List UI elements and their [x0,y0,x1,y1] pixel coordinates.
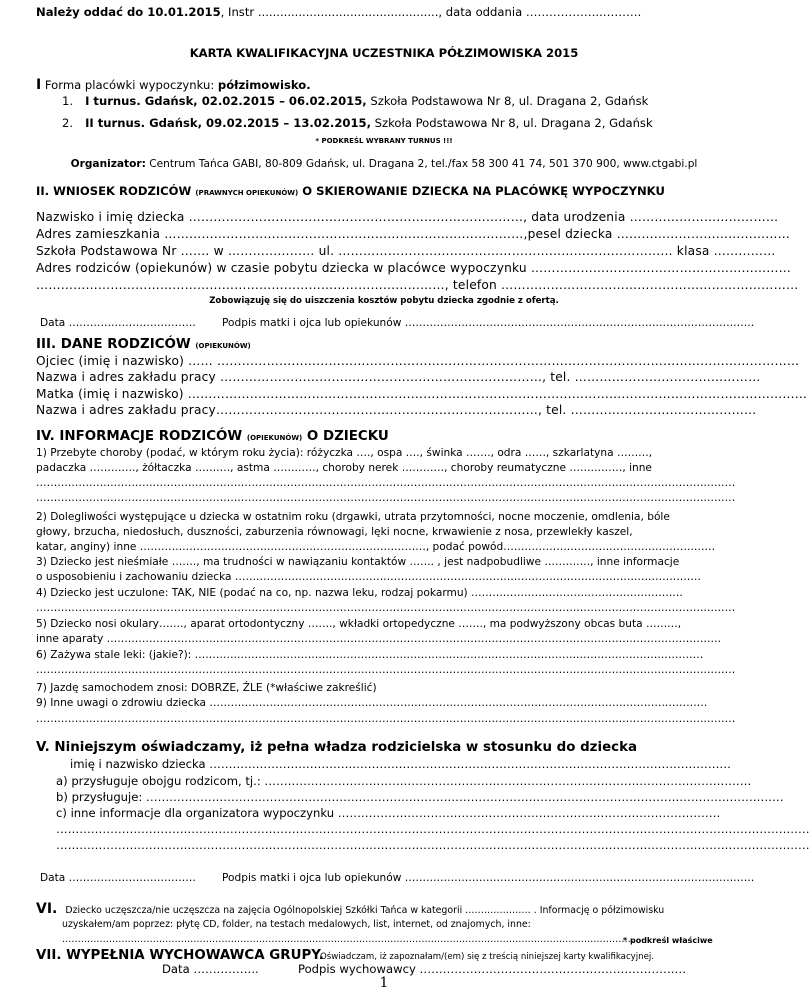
section-2-title-end: O SKIEROWANIE DZIECKA NA PLACÓWKĘ WYPOCZYNKU [298,184,665,198]
cost-commitment: Zobowiązuję się do uiszczenia kosztów pobytu dziecka zgodnie z ofertą. [209,296,559,306]
section-5-title: Niniejszym oświadczamy, iż pełna władza rodzicielska w stosunku do dziecka [49,740,638,755]
turn-note: * PODKREŚL WYBRANY TURNUS !!! [315,137,453,145]
medication-line-1[interactable]: 6) Zażywa stale leki: (jakie?): ……………………………………………………………………………………………………………………………… [36,649,704,661]
custody-assigned-field[interactable]: b) przysługuje: ………………………………………………………………………………………………………………………………………………… [56,790,784,804]
section-4-title-end: O DZIECKU [302,429,389,444]
school-field[interactable]: Szkoła Podstawowa Nr ……. w ………………… ul. ……………………………………………………………………… klasa …………… [36,244,776,258]
aids-line-1[interactable]: 5) Dziecko nosi okulary……., aparat ortodontyczny ……., wkładki ortopedyczne ……., ma podwyższony obcas buta ………, [36,618,682,630]
turn-location: Szkoła Podstawowa Nr 8, ul. Dragana 2, Gdańsk [366,94,649,108]
health-notes-line-2[interactable]: ……………………………………………………………………………………………………………………………………………………………………………… [36,713,736,725]
turn-number: 2. [62,116,74,130]
header-line [36,5,641,20]
parents-address-field[interactable]: Adres rodziców (opiekunów) w czasie pobytu dziecka w placówce wypoczynku ……………………………………………………… [36,261,792,275]
date-field[interactable]: Data ……………………………… [40,317,196,329]
date-field[interactable]: Data ……………………………… [40,872,196,884]
section-1-label: Forma placówki wypoczynku: [41,78,218,92]
section-2-roman: II. [36,184,50,198]
ailments-line-1[interactable]: 2) Dolegliwości występujące u dziecka w ostatnim roku (drgawki, utrata przytomności, nocne moczenie, omdlenia, bóle [36,511,670,523]
caretaker-signature-field[interactable]: Podpis wychowawcy …………………………………………………………… [298,962,687,976]
page-number: 1 [379,975,389,991]
section-5-roman: V. [36,740,50,755]
behaviour-line-1[interactable]: 3) Dziecko jest nieśmiałe ……., ma trudności w nawiązaniu kontaktów ……. , jest nadpobudliwe …………., inne informacje [36,556,680,568]
organizer-details: Centrum Tańca GABI, 80-809 Gdańsk, ul. Dragana 2, tel./fax 58 300 41 74, 501 370 900, www.ctgabi.pl [145,158,698,170]
dance-school-statement[interactable]: Dziecko uczęszcza/nie uczęszcza na zajęcia Ogólnopolskiej Szkółki Tańca w kategorii ………………… . Informację o półzimowisku [65,905,665,916]
section-3-title: DANE RODZICÓW [56,337,196,352]
section-2-subtitle: (PRAWNYCH OPIEKUNÓW) [195,189,299,197]
behaviour-line-2[interactable]: o usposobieniu i zachowaniu dziecka …………………………………………………………………………………………………………………… [36,571,701,583]
section-7-title: WYPEŁNIA WYCHOWAWCA GRUPY. [61,948,324,963]
section-6-line-1 [36,902,664,918]
mother-workplace-field[interactable]: Nazwa i adres zakładu pracy……………………………………………………………………, tel. ……………………………………… [36,403,757,417]
form-title: KARTA KWALIFIKACYJNA UCZESTNIKA PÓŁZIMOWISKA 2015 [189,46,579,60]
custody-other-info-field[interactable]: c) inne informacje dla organizatora wypoczynku ……………………………………………………………………………………… [56,806,721,820]
health-notes-line-1[interactable]: 9) Inne uwagi o zdrowiu dziecka …………………………………………………………………………………………………………………………… [36,697,708,709]
turn-location: Szkoła Podstawowa Nr 8, ul. Dragana 2, Gdańsk [371,116,653,130]
section-2-heading [36,184,665,201]
submission-deadline: Należy oddać do 10.01.2015 [36,5,221,19]
custody-extra-line-1[interactable]: …………………………………………………………………………………………………………………………………………………………………………… [56,822,810,836]
turn-dates: I turnus. Gdańsk, 02.02.2015 – 06.02.2015, [85,94,367,108]
aids-line-2[interactable]: inne aparaty ………………………………………………………………………………………………………………………………………………………… [36,633,722,645]
section-4-subtitle: (OPIEKUNÓW) [246,434,303,442]
instructor-date-field: , Instr ................................................., data oddania ………………..………. [220,5,642,19]
section-4-heading [36,428,389,447]
section-3-roman: III. [36,337,57,352]
caretaker-statement: Oświadczam, iż zapoznałam/(em) się z treścią niniejszej karty kwalifikacyjnej. [320,952,654,962]
caretaker-date-field[interactable]: Data …………….. [162,962,259,976]
section-4-title: INFORMACJE RODZICÓW [54,429,247,444]
organizer-label: Organizator: [70,158,146,170]
section-4-roman: IV. [36,429,55,444]
medication-line-2[interactable]: ……………………………………………………………………………………………………………………………………………………………………………… [36,664,736,676]
turn-number: 1. [62,94,74,108]
ailments-line-3[interactable]: katar, anginy) inne ………………………………………………………………………, podać powód…………………………………………………… [36,541,716,553]
section-6-roman: VI. [36,901,58,917]
phone-field[interactable]: ………………………………………………………………………………………, telefon ……………………………………………………………… [36,278,799,292]
section-3-subtitle: (OPIEKUNÓW) [195,342,251,350]
allergy-line-2[interactable]: ……………………………………………………………………………………………………………………………………………………………………………… [36,602,736,614]
child-name-field[interactable]: Nazwisko i imię dziecka ………………………………………………………………………, data urodzenia ……………………………… [36,210,779,224]
section-1-roman: I [36,77,42,93]
section-5-heading [36,739,637,756]
turn-1[interactable] [62,94,648,109]
organizer-line [0,157,768,171]
ailments-line-2[interactable]: głowy, brzucha, niedosłuch, duszności, zaburzenia równowagi, lęki nocne, krwawienie z nosa, przewlekły kaszel, [36,526,633,538]
car-travel-line[interactable]: 7) Jazdę samochodem znosi: DOBRZE, ŹLE (*właściwe zakreślić) [36,682,377,694]
custody-child-name-field[interactable]: imię i nazwisko dziecka ……………………………………………………………………………………………………………………… [70,757,732,771]
custody-both-parents-field[interactable]: a) przysługuje obojgu rodzicom, tj.: ……………………………………………………………………………………………………………… [56,774,752,788]
turn-dates: II turnus. Gdańsk, 09.02.2015 – 13.02.2015, [85,116,371,130]
illnesses-line-1[interactable]: 1) Przebyte choroby (podać, w którym roku życia): różyczka …., ospa …., świnka ……., odra ……, szkarlatyna ………, [36,447,653,459]
section-2-title: WNIOSEK RODZICÓW [49,184,196,198]
info-source-line[interactable]: uzyskałem/am poprzez: płytę CD, folder, na testach medalowych, list, internet, od znajomych, inne: [62,919,531,930]
illnesses-line-2[interactable]: padaczka …………., żółtaczka ………., astma …………, choroby nerek …………, choroby reumatyczne ……………, inne [36,462,652,474]
father-workplace-field[interactable]: Nazwa i adres zakładu pracy ……………………………………………………………………, tel. ……………………………………… [36,370,761,384]
parent-signature-field[interactable]: Podpis matki i ojca lub opiekunów ……………………………………………………………………………………… [222,872,755,884]
allergy-line-1[interactable]: 4) Dziecko jest uczulone: TAK, NIE (podać na co, np. nazwa leku, rodzaj pokarmu) …………………………………………………… [36,587,683,599]
address-field[interactable]: Adres zamieszkania ……………………………………………………………………………,pesel dziecka …………………………………… [36,227,791,241]
section-1-heading [36,78,311,93]
info-source-other-field[interactable]: ………………………………………………………………………………………………………………………………………………………………… [62,934,634,945]
illnesses-line-3[interactable]: ……………………………………………………………………………………………………………………………………………………………………………… [36,477,736,489]
illnesses-line-4[interactable]: ……………………………………………………………………………………………………………………………………………………………………………… [36,492,736,504]
section-1-value: półzimowisko. [217,78,311,92]
custody-extra-line-2[interactable]: …………………………………………………………………………………………………………………………………………………………………………… [56,838,810,852]
father-name-field[interactable]: Ojciec (imię i nazwisko) …… …………………………………………………………………………………………………………………………… [36,354,800,368]
underline-note: * podkreśl właściwe [623,936,713,945]
turn-2[interactable] [62,116,653,131]
section-7-roman: VII. [36,948,62,963]
parent-signature-field[interactable]: Podpis matki i ojca lub opiekunów ……………………………………………………………………………………… [222,317,755,329]
mother-name-field[interactable]: Matka (imię i nazwisko) …………………………………………………………………………………………………………………………………… [36,387,808,401]
